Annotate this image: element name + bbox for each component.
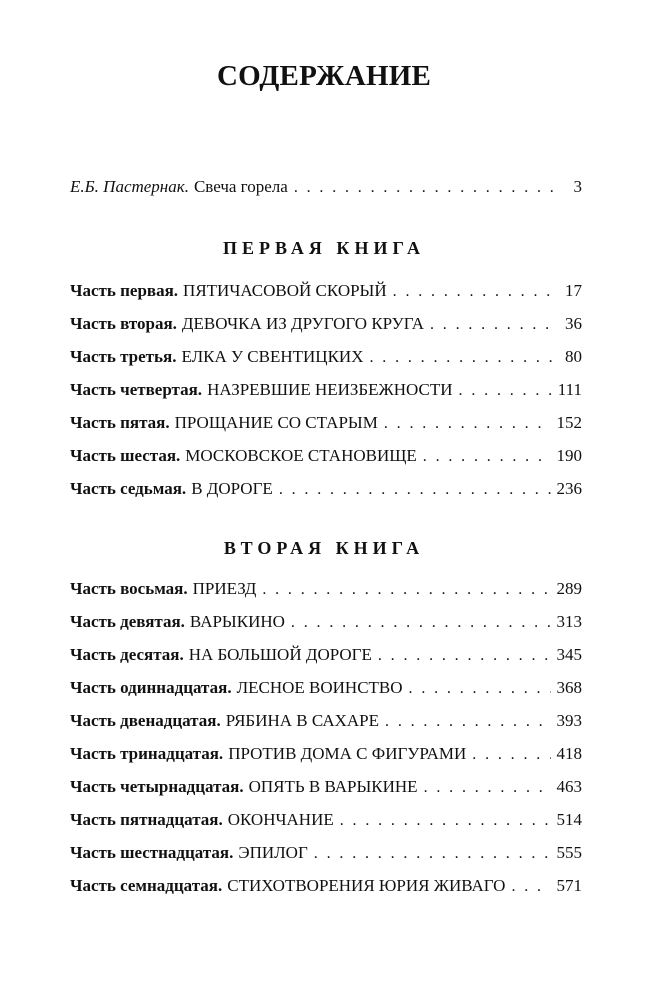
toc-entry-page: 80 (565, 347, 582, 366)
toc-entry-label: Часть четырнадцатая. (70, 777, 244, 796)
toc-entry-page: 313 (556, 612, 582, 631)
toc-entry[interactable] (70, 777, 582, 803)
toc-entry-name: ЕЛКА У СВЕНТИЦКИХ (181, 347, 364, 366)
dot-leader (430, 316, 558, 334)
dot-leader (459, 382, 552, 400)
toc-entry-label: Часть седьмая. (70, 479, 187, 498)
dot-leader (262, 581, 550, 599)
toc-entry-page: 152 (556, 413, 582, 432)
dot-leader (314, 845, 551, 863)
toc-entry-page: 345 (556, 645, 582, 664)
toc-entry[interactable] (70, 579, 582, 605)
toc-entry-name: НАЗРЕВШИЕ НЕИЗБЕЖНОСТИ (207, 380, 453, 399)
toc-entry-name: ПРОТИВ ДОМА С ФИГУРАМИ (228, 744, 467, 763)
page-title: СОДЕРЖАНИЕ (216, 60, 432, 92)
toc-entry-label: Часть восьмая. (70, 579, 188, 598)
dot-leader (291, 614, 551, 632)
toc-entry-label: Часть вторая. (70, 314, 177, 333)
toc-entry-label: Часть девятая. (70, 612, 185, 631)
dot-leader (472, 746, 550, 764)
dot-leader (279, 481, 551, 499)
toc-entry-page: 17 (565, 281, 582, 300)
dot-leader (340, 812, 551, 830)
toc-entry-label: Часть шестая. (70, 446, 181, 465)
toc-entry-label: Часть одиннадцатая. (70, 678, 232, 697)
toc-entry-page: 418 (556, 744, 582, 763)
toc-entry-name: ПРИЕЗД (192, 579, 257, 598)
toc-entry-page: 571 (556, 876, 582, 895)
toc-entry[interactable] (70, 678, 582, 704)
dot-leader (409, 680, 551, 698)
toc-entry[interactable] (70, 281, 582, 307)
toc-entry-name: СТИХОТВОРЕНИЯ ЮРИЯ ЖИВАГО (227, 876, 506, 895)
toc-entry-page: 393 (556, 711, 582, 730)
toc-entry-name: НА БОЛЬШОЙ ДОРОГЕ (188, 645, 372, 664)
toc-entry-page: 111 (557, 380, 582, 399)
toc-entry-name: ЛЕСНОЕ ВОИНСТВО (236, 678, 403, 697)
toc-entry-page: 463 (556, 777, 582, 796)
dot-leader (369, 349, 558, 367)
toc-entry-name: Свеча горела (193, 177, 288, 196)
toc-entry[interactable] (70, 876, 582, 902)
toc-entry-label: Часть тринадцатая. (70, 744, 224, 763)
toc-entry-page: 368 (556, 678, 582, 697)
toc-entry-name: ОКОНЧАНИЕ (227, 810, 334, 829)
toc-entry-name: ЭПИЛОГ (238, 843, 308, 862)
toc-entry[interactable] (70, 810, 582, 836)
book-heading-2: ВТОРАЯ КНИГА (223, 538, 425, 558)
toc-entry-page: 514 (556, 810, 582, 829)
toc-entry-page: 190 (556, 446, 582, 465)
toc-entry-name: ПЯТИЧАСОВОЙ СКОРЫЙ (183, 281, 387, 300)
toc-entry-label: Часть десятая. (70, 645, 184, 664)
toc-entry-name: МОСКОВСКОЕ СТАНОВИЩЕ (185, 446, 417, 465)
toc-entry[interactable] (70, 843, 582, 869)
dot-leader (294, 179, 558, 197)
toc-entry-page: 289 (556, 579, 582, 598)
toc-entry-page: 555 (556, 843, 582, 862)
book-heading-1: ПЕРВАЯ КНИГА (223, 238, 425, 258)
toc-entry[interactable] (70, 612, 582, 638)
toc-entry[interactable] (70, 314, 582, 340)
toc-entry[interactable] (70, 380, 582, 406)
toc-entry-intro[interactable] (70, 177, 582, 203)
toc-entry[interactable] (70, 446, 582, 472)
toc-entry[interactable] (70, 711, 582, 737)
dot-leader (423, 448, 551, 466)
dot-leader (511, 878, 550, 896)
toc-entry-page: 3 (573, 177, 582, 196)
dot-leader (384, 415, 551, 433)
toc-entry-name: В ДОРОГЕ (191, 479, 273, 498)
toc-entry-label: Часть двенадцатая. (70, 711, 221, 730)
toc-entry[interactable] (70, 347, 582, 373)
toc-entry[interactable] (70, 479, 582, 505)
toc-entry-label: Часть четвертая. (70, 380, 203, 399)
toc-entry-label: Часть пятнадцатая. (70, 810, 223, 829)
toc-entry-name: ДЕВОЧКА ИЗ ДРУГОГО КРУГА (181, 314, 424, 333)
toc-entry-label: Часть пятая. (70, 413, 170, 432)
toc-entry-page: 236 (556, 479, 582, 498)
toc-entry[interactable] (70, 744, 582, 770)
toc-entry-name: ВАРЫКИНО (189, 612, 285, 631)
toc-entry[interactable] (70, 413, 582, 439)
toc-entry-name: ОПЯТЬ В ВАРЫКИНЕ (248, 777, 418, 796)
toc-entry-name: ПРОЩАНИЕ СО СТАРЫМ (174, 413, 378, 432)
dot-leader (378, 647, 551, 665)
dot-leader (385, 713, 550, 731)
toc-entry-label: Часть шестнадцатая. (70, 843, 234, 862)
toc-entry-label: Часть семнадцатая. (70, 876, 223, 895)
toc-entry[interactable] (70, 645, 582, 671)
toc-entry-author: Е.Б. Пастернак. (70, 177, 189, 196)
dot-leader (424, 779, 551, 797)
toc-entry-label: Часть первая. (70, 281, 179, 300)
dot-leader (393, 283, 558, 301)
toc-entry-label: Часть третья. (70, 347, 177, 366)
toc-entry-page: 36 (565, 314, 582, 333)
toc-entry-name: РЯБИНА В САХАРЕ (225, 711, 380, 730)
